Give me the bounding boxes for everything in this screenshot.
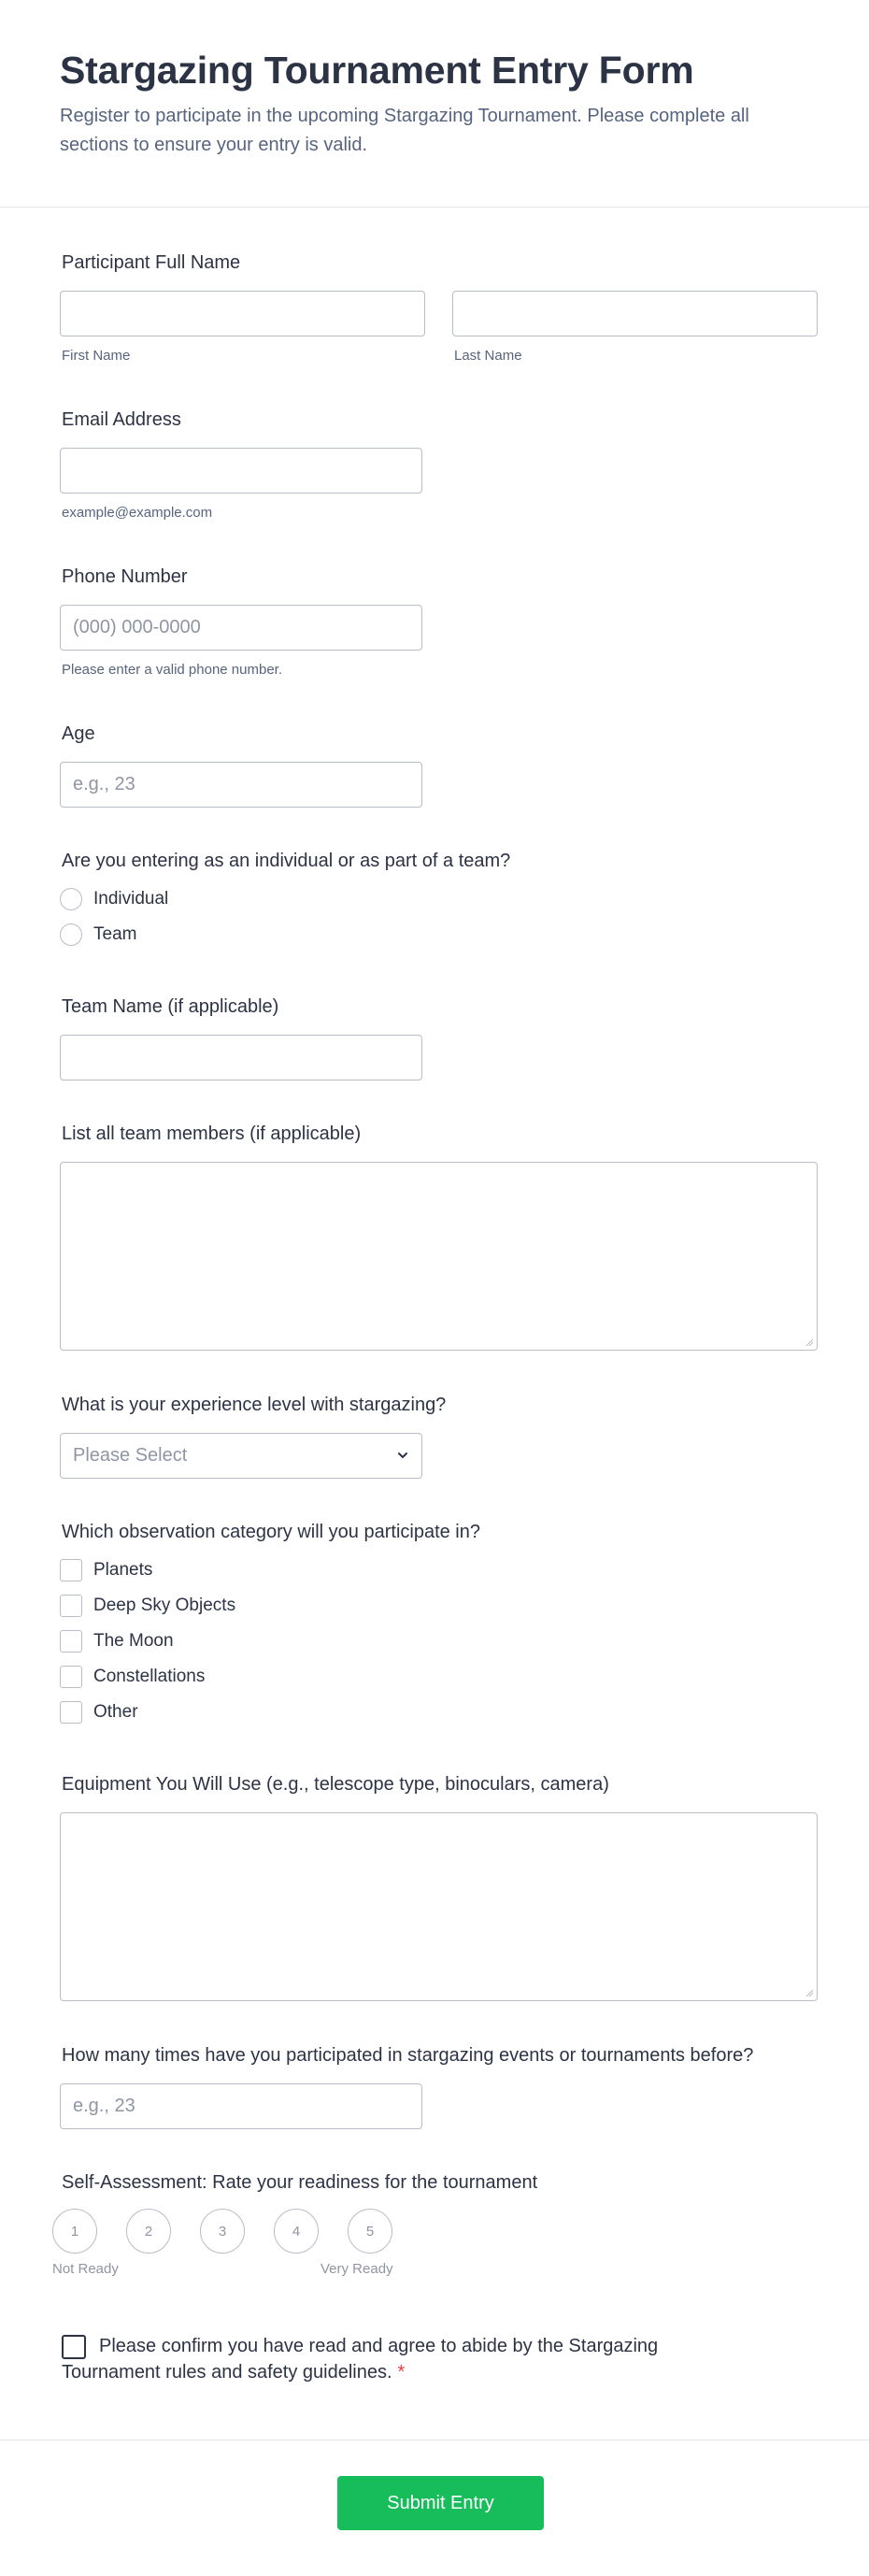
email-input[interactable] (60, 448, 422, 494)
required-mark: * (397, 2362, 406, 2383)
radio-circle[interactable] (60, 923, 82, 946)
rating-scale-labels (52, 2261, 434, 2283)
checkbox-constellations-label: Constellations (93, 1667, 206, 1686)
team-members-label: List all team members (if applicable) (62, 1123, 362, 1144)
consent-row[interactable] (60, 2333, 733, 2385)
readiness-field (52, 2172, 538, 2283)
readiness-label: Self-Assessment: Rate your readiness for the tournament (62, 2172, 538, 2193)
team-members-textarea[interactable] (60, 1162, 818, 1351)
radio-individual-label: Individual (93, 889, 169, 909)
full-name-label: Participant Full Name (62, 252, 241, 273)
experience-select-value[interactable]: Please Select (60, 1433, 422, 1479)
checkbox-deep-sky[interactable] (60, 1588, 480, 1624)
age-field (60, 723, 422, 808)
checkbox-moon[interactable] (60, 1624, 480, 1659)
checkbox-deep-sky-label: Deep Sky Objects (93, 1596, 236, 1615)
last-name-input[interactable] (452, 291, 818, 336)
team-name-label: Team Name (if applicable) (62, 996, 279, 1017)
full-name-field (60, 252, 818, 364)
checkbox-box[interactable] (60, 1666, 82, 1688)
entry-type-field (60, 851, 510, 952)
participations-input[interactable]: e.g., 23 (60, 2083, 422, 2129)
age-input[interactable]: e.g., 23 (60, 762, 422, 808)
checkbox-moon-label: The Moon (93, 1631, 174, 1651)
experience-label: What is your experience level with stargazing? (62, 1395, 447, 1415)
rating-4[interactable]: 4 (274, 2209, 319, 2254)
resize-handle-icon[interactable] (805, 1338, 813, 1346)
team-members-field (60, 1123, 818, 1351)
team-name-field (60, 996, 422, 1080)
checkbox-box[interactable] (60, 1595, 82, 1617)
category-label: Which observation category will you participate in? (62, 1522, 480, 1542)
consent-field (60, 2333, 733, 2385)
last-name-sublabel: Last Name (454, 348, 522, 364)
first-name-input[interactable] (60, 291, 425, 336)
participations-field (60, 2045, 753, 2129)
phone-input[interactable]: (000) 000-0000 (60, 605, 422, 651)
resize-handle-icon[interactable] (805, 1989, 813, 1996)
email-label: Email Address (62, 409, 181, 430)
checkbox-box[interactable] (60, 1701, 82, 1724)
checkbox-other-label: Other (93, 1702, 138, 1722)
submit-button[interactable]: Submit Entry (337, 2476, 544, 2530)
equipment-label: Equipment You Will Use (e.g., telescope type, binoculars, camera) (62, 1774, 609, 1795)
rating-5[interactable]: 5 (348, 2209, 392, 2254)
equipment-textarea[interactable] (60, 1812, 818, 2001)
radio-team[interactable] (60, 917, 510, 952)
consent-text-wrap (62, 2333, 733, 2385)
form-footer (0, 2440, 869, 2576)
phone-sublabel: Please enter a valid phone number. (62, 662, 282, 678)
phone-field (60, 566, 422, 678)
equipment-field (60, 1774, 818, 2001)
entry-type-label: Are you entering as an individual or as part of a team? (62, 851, 511, 871)
category-field (60, 1522, 480, 1730)
age-label: Age (62, 723, 95, 744)
chevron-down-icon (396, 1449, 409, 1462)
consent-text: Please confirm you have read and agree to abide by the Stargazing Tournament rules and safety guidelines. (62, 2336, 659, 2383)
participations-label: How many times have you participated in stargazing events or tournaments before? (62, 2045, 754, 2066)
experience-select[interactable] (60, 1433, 422, 1479)
page-subtitle: Register to participate in the upcoming Stargazing Tournament. Please complete all sections to ensure your entry is valid. (60, 106, 749, 155)
form-header (0, 0, 869, 208)
team-name-input[interactable] (60, 1035, 422, 1080)
rating-3[interactable]: 3 (200, 2209, 245, 2254)
first-name-sublabel: First Name (62, 348, 131, 364)
checkbox-planets[interactable] (60, 1553, 480, 1588)
rating-high-label: Very Ready (321, 2261, 393, 2277)
radio-circle[interactable] (60, 888, 82, 910)
page-title: Stargazing Tournament Entry Form (60, 49, 694, 92)
email-sublabel: example@example.com (62, 505, 213, 521)
experience-field (60, 1395, 446, 1479)
checkbox-box[interactable] (60, 1630, 82, 1653)
checkbox-planets-label: Planets (93, 1560, 153, 1580)
rating-low-label: Not Ready (52, 2261, 119, 2277)
radio-individual[interactable] (60, 881, 510, 917)
rating-scale (52, 2209, 434, 2254)
checkbox-constellations[interactable] (60, 1659, 480, 1695)
checkbox-other[interactable] (60, 1695, 480, 1730)
phone-label: Phone Number (62, 566, 188, 587)
email-field (60, 409, 422, 521)
radio-team-label: Team (93, 924, 137, 944)
rating-2[interactable]: 2 (126, 2209, 171, 2254)
rating-1[interactable]: 1 (52, 2209, 97, 2254)
checkbox-box[interactable] (60, 1559, 82, 1581)
